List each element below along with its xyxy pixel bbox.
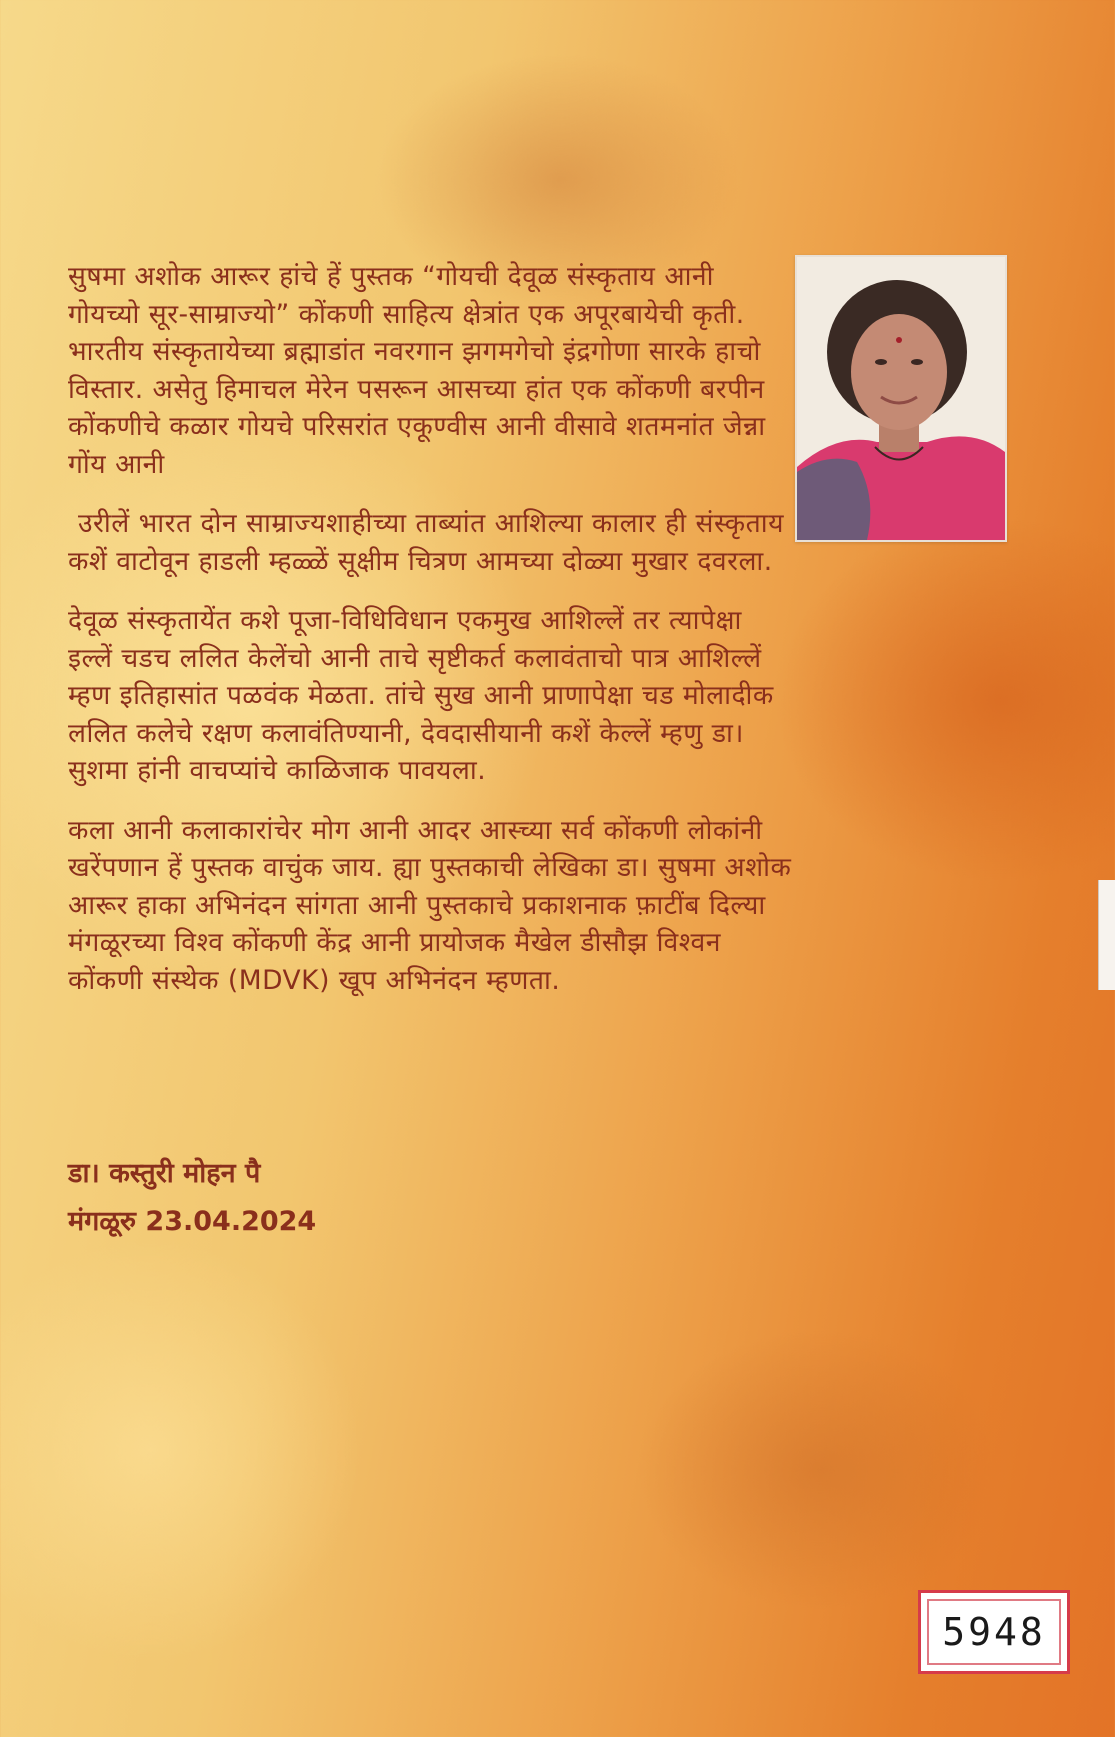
page-edge-tab [1098, 880, 1115, 990]
author-photo [795, 255, 1007, 542]
book-blurb [68, 258, 794, 1021]
author-portrait-illustration [797, 257, 1005, 540]
signature-block [68, 1150, 316, 1246]
catalog-number-stamp [918, 1590, 1070, 1674]
catalog-number: 5948 [927, 1599, 1061, 1665]
blurb-paragraph-4: कला आनी कलाकारांचेर मोग आनी आदर आस्च्या सर्व कोंकणी लोकांनी खरेंपणान हें पुस्तक वाचुंक जाय. ह्या पुस्तकाची लेखिका डा। सुषमा अशोक आरूर हाका अभिनंदन सांगता आनी पुस्तकाचे प्रकाशनाक फ़ाटींब दिल्या मंगळूरच्या विश्व कोंकणी केंद्र आनी प्रायोजक मैखेल डीसौझ विश्वन कोंकणी संस्थेक (MDVK) खूप अभिनंदन म्हणता. [68, 814, 792, 996]
blurb-paragraph-1: सुषमा अशोक आरूर हांचे हें पुस्तक “गोयची देवूळ संस्कृताय आनी गोयच्यो सूर-साम्राज्यो” कोंकणी साहित्य क्षेत्रांत एक अपूरबायेची कृती. भारतीय संस्कृतायेच्या ब्रह्माडांत नवरगान झगमगेचो इंद्रगोणा सारके हाचो विस्तार. असेतु हिमाचल मेरेन पसरून आसच्या हांत एक कोंकणी बरपीन कोंकणीचे कळार गोयचे परिसरांत एकूण्वीस आनी वीसावे शतमनांत जेन्ना गोंय आनी [68, 261, 766, 480]
signature-name: डा। कस्तुरी मोहन पै [68, 1158, 261, 1189]
blurb-paragraph-2: उरीलें भारत दोन साम्राज्यशाहीच्या ताब्यांत आशिल्या कालार ही संस्कृताय कशें वाटोवून हाडली म्हळ्ळें सूक्षीम चित्रण आमच्या दोळ्या मुखार दवरला. [68, 508, 784, 577]
blurb-paragraph-3: देवूळ संस्कृतायेंत कशे पूजा-विधिविधान एकमुख आशिल्लें तर त्यापेक्षा इल्लें चडच ललित केलेंचो आनी ताचे सृष्टीकर्त कलावंताचो पात्र आशिल्लें म्हण इतिहासांत पळवंक मेळता. तांचे सुख आनी प्राणापेक्षा चड मोलादीक ललित कलेचे रक्षण कलावंतिण्यानी, देवदासीयानी कशें केल्लें म्हणु डा। सुशमा हांनी वाचप्यांचे काळिजाक पावयला. [68, 605, 774, 786]
signature-place-date: मंगळूरु 23.04.2024 [68, 1206, 317, 1237]
